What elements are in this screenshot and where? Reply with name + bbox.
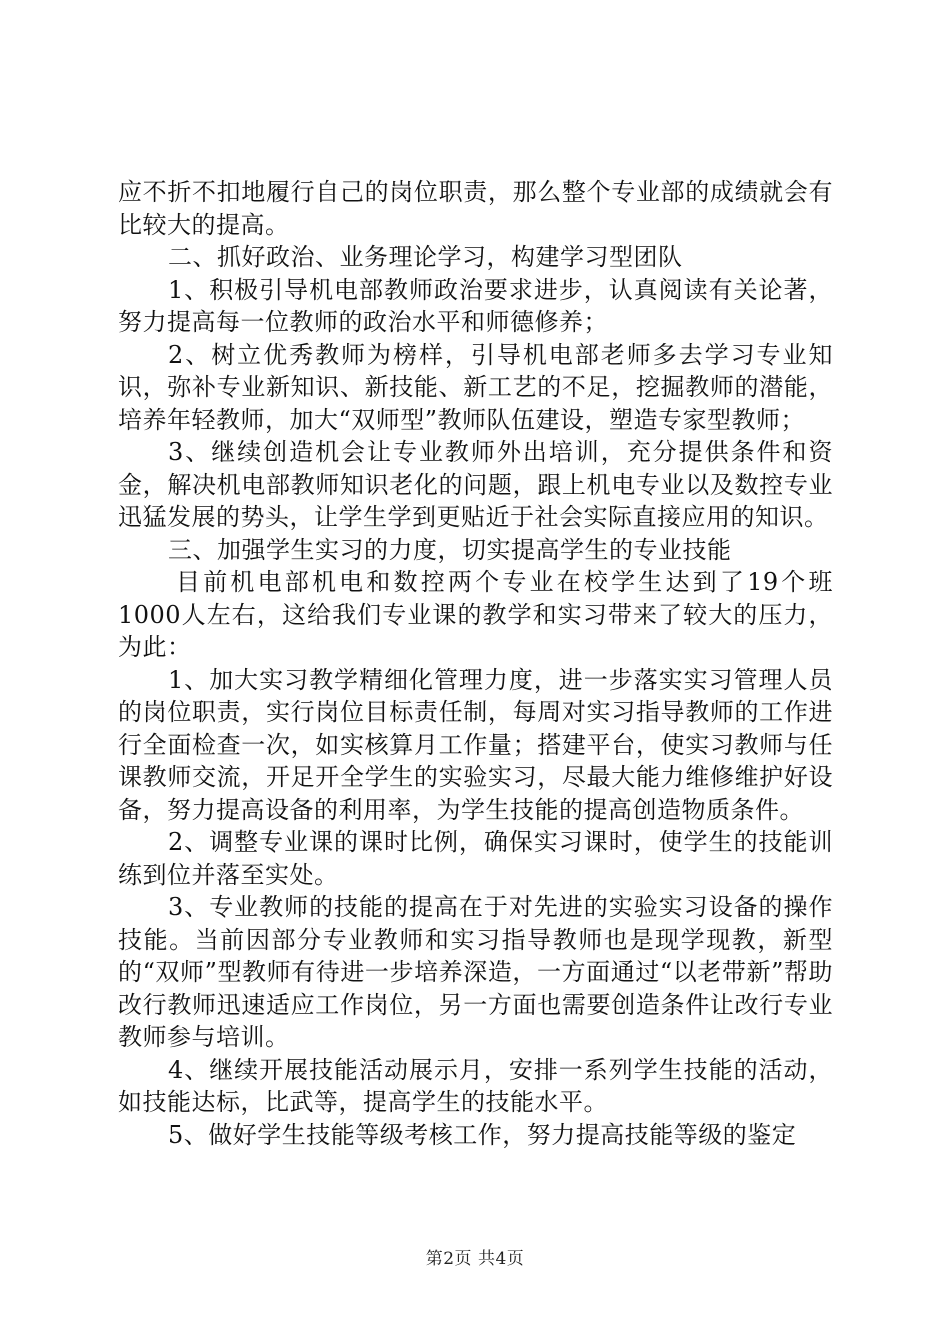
section-heading-2: 二、抓好政治、业务理论学习，构建学习型团队 bbox=[168, 243, 683, 271]
paragraph-12: 5、做好学生技能等级考核工作，努力提高技能等级的鉴定 bbox=[168, 1120, 797, 1149]
paragraph-11: 4、继续开展技能活动展示月，安排一系列学生技能的活动，如技能达标，比武等，提高学生的技能水平。 bbox=[118, 1055, 833, 1116]
paragraph-10: 3、专业教师的技能的提高在于对先进的实验实习设备的操作技能。当前因部分专业教师和实习指导教师也是现学现教，新型的“双师”型教师有待进一步培养深造，一方面通过“以老带新”帮助改行教师迅速适应工作岗位，另一方面也需要创造条件让改行专业教师参与培训。 bbox=[118, 893, 833, 1051]
paragraph-9: 2、调整专业课的课时比例，确保实习课时，使学生的技能训练到位并落至实处。 bbox=[118, 828, 833, 889]
document-body bbox=[118, 176, 833, 1151]
paragraph-1: 应不折不扣地履行自己的岗位职责，那么整个专业部的成绩就会有比较大的提高。 bbox=[118, 178, 833, 239]
page-number-footer: 第2页 共4页 bbox=[425, 1249, 525, 1269]
paragraph-7: 目前机电部机电和数控两个专业在校学生达到了19个班1000人左右，这给我们专业课的教学和实习带来了较大的压力，为此： bbox=[118, 568, 833, 661]
paragraph-8: 1、加大实习教学精细化管理力度，进一步落实实习管理人员的岗位职责，实行岗位目标责任制，每周对实习指导教师的工作进行全面检查一次，如实核算月工作量；搭建平台，使实习教师与任课教师交流，开足开全学生的实验实习，尽最大能力维修维护好设备，努力提高设备的利用率，为学生技能的提高创造物质条件。 bbox=[118, 665, 833, 824]
section-heading-3: 三、加强学生实习的力度，切实提高学生的专业技能 bbox=[168, 535, 732, 564]
paragraph-3: 1、积极引导机电部教师政治要求进步，认真阅读有关论著，努力提高每一位教师的政治水平和师德修养； bbox=[118, 275, 833, 336]
paragraph-4: 2、树立优秀教师为榜样，引导机电部老师多去学习专业知识，弥补专业新知识、新技能、新工艺的不足，挖掘教师的潜能，培养年轻教师，加大“双师型”教师队伍建设，塑造专家型教师； bbox=[118, 340, 833, 434]
paragraph-5: 3、继续创造机会让专业教师外出培训，充分提供条件和资金，解决机电部教师知识老化的问题，跟上机电专业以及数控专业迅猛发展的势头，让学生学到更贴近于社会实际直接应用的知识。 bbox=[118, 438, 833, 531]
